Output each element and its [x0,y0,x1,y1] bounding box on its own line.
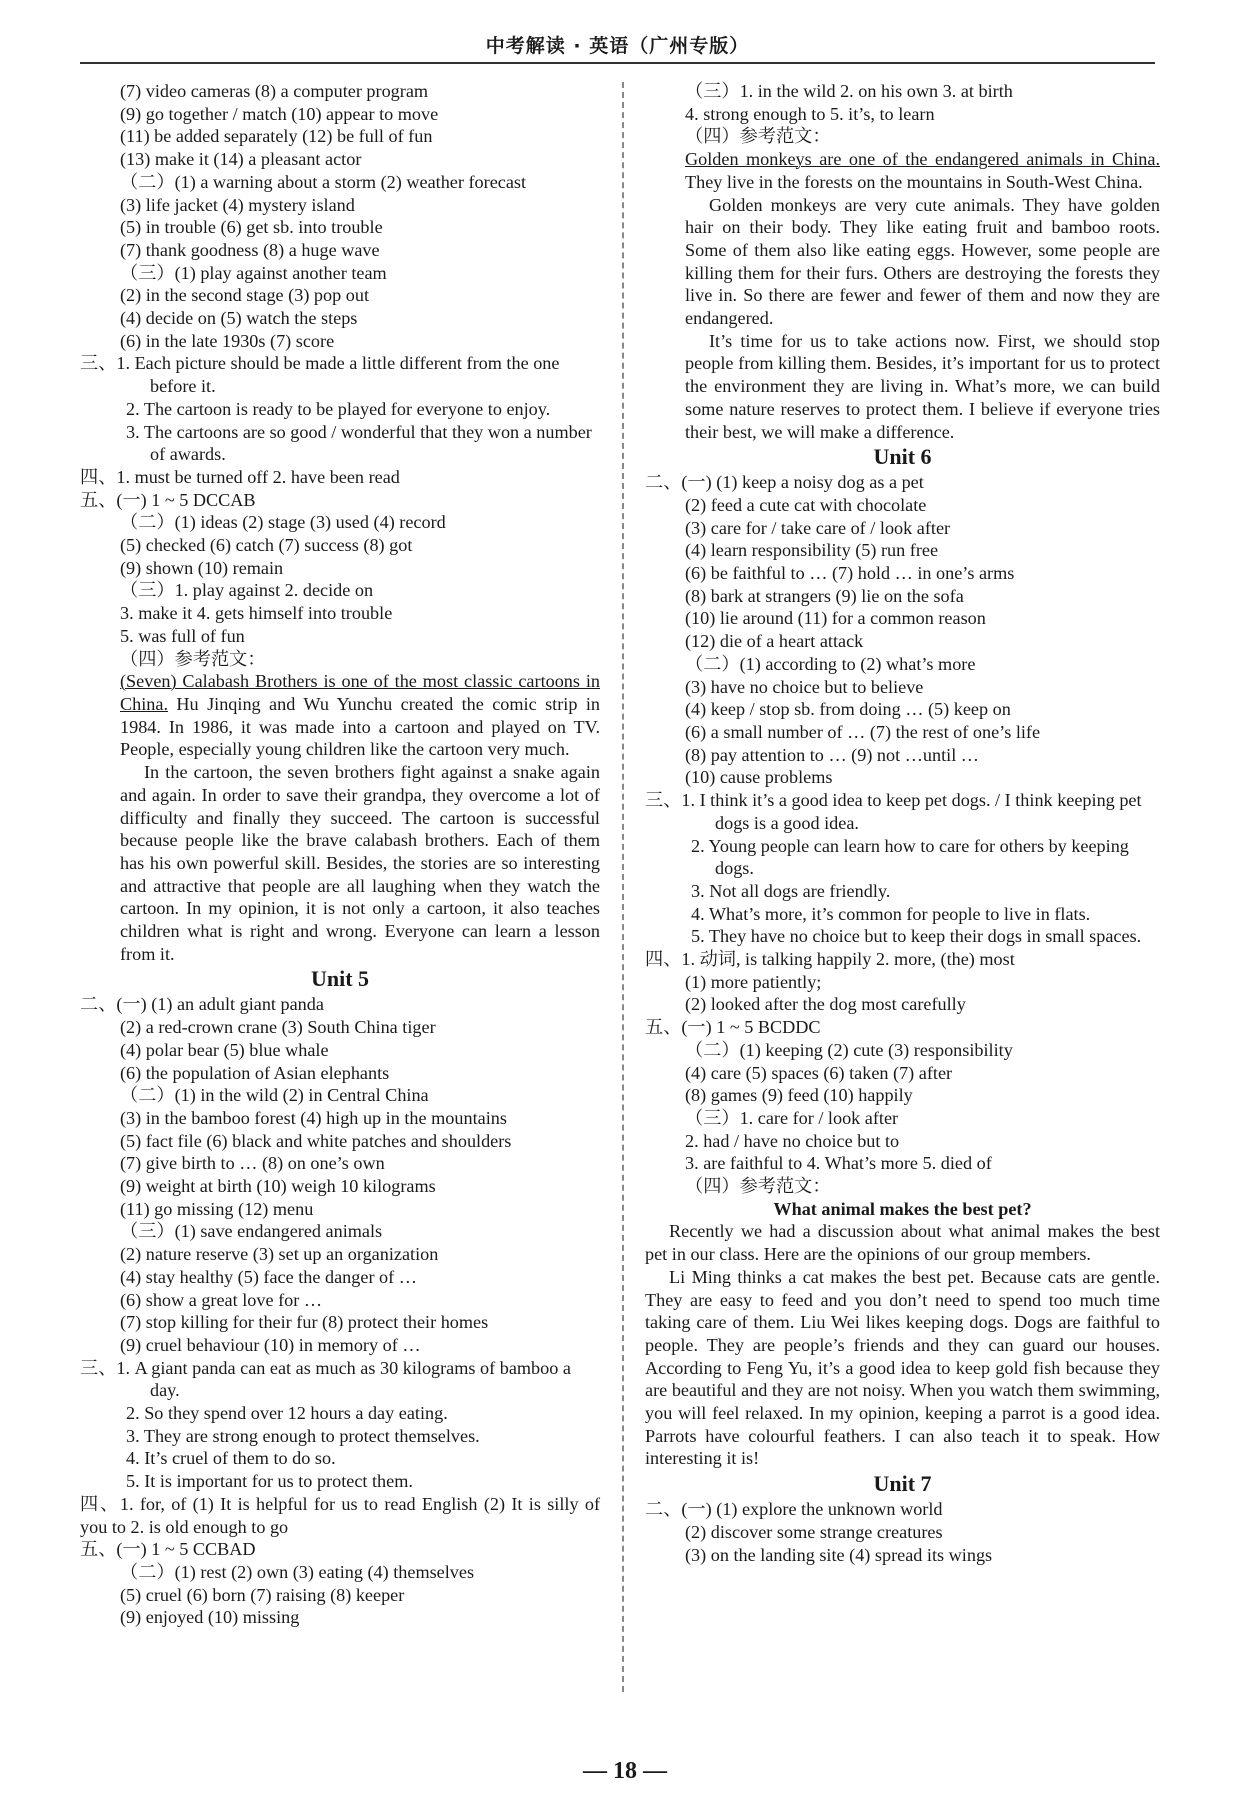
answer-line: (6) a small number of … (7) the rest of one’s life [685,721,1041,742]
answer-line: 五、(一) 1 ~ 5 DCCAB [80,489,256,510]
answer-line: （二）(1) ideas (2) stage (3) used (4) record [120,512,446,533]
answer-line: (4) care (5) spaces (6) taken (7) after [685,1062,953,1083]
answer-line: (5) cruel (6) born (7) raising (8) keeper [120,1584,405,1605]
answer-item: 4. It’s cruel of them to do so. [126,1448,336,1469]
answer-line: (3) have no choice but to believe [685,676,924,697]
answer-line: (5) checked (6) catch (7) success (8) got [120,535,413,556]
answer-line: 五、(一) 1 ~ 5 BCDDC [645,1017,821,1038]
answer-line: (9) shown (10) remain [120,557,284,578]
answer-line: (2) nature reserve (3) set up an organization [120,1244,439,1265]
answer-item: 4. What’s more, it’s common for people to live in flats. [691,903,1091,924]
answer-line: (3) on the landing site (4) spread its wings [685,1544,993,1565]
answer-line: (2) a red-crown crane (3) South China tiger [120,1017,436,1038]
answer-line: （四）参考范文： [685,126,831,147]
answer-line: （二）(1) keeping (2) cute (3) responsibility [685,1039,1013,1060]
page-header: 中考解读 · 英语（广州专版） [80,30,1155,64]
answer-line: (10) lie around (11) for a common reason [685,608,986,629]
answer-line: （三）1. play against 2. decide on [120,580,374,601]
essay-paragraph: (Seven) Calabash Brothers is one of the most classic cartoons in China. Hu Jinqing and Wu Yunchu created the comic strip in 1984. In 1986, it was made into a cartoon and played on TV. People, especially young children like the cartoon very much. [120,671,600,760]
answer-line: (9) enjoyed (10) missing [120,1607,300,1628]
answer-line: (7) give birth to … (8) on one’s own [120,1153,385,1174]
answer-line: (8) pay attention to … (9) not …until … [685,744,979,765]
right-column [645,80,1160,1566]
answer-line: (1) more patiently; [685,971,822,992]
answer-line: 四、1. 动词, is talking happily 2. more, (the) most [645,949,1015,970]
column-divider [622,82,624,1692]
answer-line: 3. make it 4. gets himself into trouble [120,603,393,624]
answer-line: 五、(一) 1 ~ 5 CCBAD [80,1539,256,1560]
unit-heading: Unit 7 [873,1471,932,1497]
answer-line: (9) go together / match (10) appear to move [120,103,439,124]
answer-line: (4) learn responsibility (5) run free [685,540,939,561]
answer-line: (7) video cameras (8) a computer program [120,81,429,101]
answer-line: （三）(1) play against another team [120,262,387,283]
answer-line: (4) stay healthy (5) face the danger of … [120,1266,417,1287]
answer-line: (3) in the bamboo forest (4) high up in the mountains [120,1107,507,1128]
answer-item: 5. It is important for us to protect them. [126,1471,413,1492]
answer-line: (8) games (9) feed (10) happily [685,1085,913,1106]
answer-line: （三）(1) save endangered animals [120,1221,383,1242]
answer-line: (6) be faithful to … (7) hold … in one’s arms [685,563,1015,584]
answer-item: 四、1. for, of (1) It is helpful for us to read English (2) It is silly of you to 2. is old enough to go [80,1493,600,1537]
answer-line: (4) decide on (5) watch the steps [120,308,358,329]
answer-line: 2. had / have no choice but to [685,1130,900,1151]
answer-line: 二、(一) (1) keep a noisy dog as a pet [645,472,924,493]
answer-line: (2) discover some strange creatures [685,1521,943,1542]
answer-item: 2. The cartoon is ready to be played for everyone to enjoy. [126,398,551,419]
answer-line: (4) keep / stop sb. from doing … (5) keep on [685,699,1011,720]
answer-item: 三、1. I think it’s a good idea to keep pet dogs. / I think keeping pet dogs is a good idea. [645,790,1142,833]
answer-line: (6) in the late 1930s (7) score [120,330,335,351]
answer-line: (9) cruel behaviour (10) in memory of … [120,1334,421,1355]
answer-item: 5. They have no choice but to keep their dogs in small spaces. [691,926,1142,947]
answer-line: (7) thank goodness (8) a huge wave [120,239,380,260]
answer-line: （二）(1) in the wild (2) in Central China [120,1085,429,1106]
essay-paragraph: Li Ming thinks a cat makes the best pet. Because cats are gentle. They are easy to feed and you don’t need to spend too much time taking care of them. Liu Wei likes keeping dogs. Dogs are faithful to people. They are people’s friends and they can guard our houses. According to Feng Yu, it’s a good idea to keep gold fish because they are beautiful and they are not noisy. When you watch them swimming, you will feel relaxed. In my opinion, keeping a parrot is a good idea. Parrots have colourful feathers. I can also teach it to speak. How interesting it is! [645,1266,1160,1469]
answer-line: (5) fact file (6) black and white patches and shoulders [120,1130,512,1151]
answer-line: (7) stop killing for their fur (8) protect their homes [120,1312,489,1333]
answer-line: (5) in trouble (6) get sb. into trouble [120,217,383,238]
answer-item: 三、1. A giant panda can eat as much as 30 kilograms of bamboo a day. [80,1357,571,1401]
answer-item: 2. So they spend over 12 hours a day eating. [126,1403,448,1424]
answer-item: 2. Young people can learn how to care for others by keeping dogs. [691,835,1129,879]
answer-line: (12) die of a heart attack [685,631,864,652]
answer-line: (10) cause problems [685,767,833,788]
answer-line: 3. are faithful to 4. What’s more 5. died of [685,1153,992,1174]
left-column [80,80,600,1629]
essay-topic-sentence: (Seven) Calabash Brothers is one of the most classic cartoons in China. [120,671,600,714]
answer-line: （三）1. care for / look after [685,1107,899,1128]
answer-line: (4) polar bear (5) blue whale [120,1039,329,1060]
answer-item: 三、1. Each picture should be made a little different from the one before it. [80,353,560,397]
essay-paragraph: Golden monkeys are one of the endangered animals in China. They live in the forests on the mountains in South-West China. [685,149,1160,192]
answer-line: （三）1. in the wild 2. on his own 3. at birth [685,81,1013,101]
unit-heading: Unit 5 [310,966,370,992]
answer-item: 3. The cartoons are so good / wonderful that they won a number of awards. [126,421,592,465]
answer-line: (2) in the second stage (3) pop out [120,285,370,306]
answer-line: 4. strong enough to 5. it’s, to learn [685,103,935,124]
answer-line: (2) feed a cute cat with chocolate [685,494,927,515]
answer-line: (3) care for / take care of / look after [685,517,951,538]
essay-paragraph: In the cartoon, the seven brothers fight against a snake again and again. In order to save their grandpa, they overcome a lot of difficulty and finally they succeed. The cartoon is successful because people like the brave calabash brothers. Each of them has his own powerful skill. Besides, the stories are so interesting and attractive that people are all laughing when they watch the cartoon. In my opinion, it is not only a cartoon, it also teaches children what is right and wrong. Everyone can learn a lesson from it. [120,762,600,964]
answer-line: （四）参考范文： [120,648,266,669]
answer-line: (11) go missing (12) menu [120,1198,314,1219]
essay-paragraph: It’s time for us to take actions now. First, we should stop people from killing them. Besides, it’s important for us to protect the environment they are living in. What’s more, we can build some nature reserves to protect them. I believe if everyone tries their best, we will make a difference. [685,330,1160,442]
answer-line: （二）(1) rest (2) own (3) eating (4) themselves [120,1562,475,1582]
essay-paragraph: Golden monkeys are very cute animals. They have golden hair on their body. They like eating fruit and bamboo roots. Some of them also like eating eggs. However, some people are killing them for their furs. Others are destroying the forests they live in. So there are fewer and fewer of them and now they are endangered. [685,194,1160,329]
essay-topic-sentence: Golden monkeys are one of the endangered animals in China. [685,149,1160,170]
answer-item: 3. Not all dogs are friendly. [691,880,891,901]
answer-line: (2) looked after the dog most carefully [685,994,966,1015]
answer-line: (13) make it (14) a pleasant actor [120,149,362,170]
answer-line: （二）(1) a warning about a storm (2) weather forecast [120,171,527,192]
answer-line: （四）参考范文： [685,1176,831,1197]
answer-line: (11) be added separately (12) be full of fun [120,126,433,147]
answer-line: （二）(1) according to (2) what’s more [685,653,976,674]
answer-line: (6) the population of Asian elephants [120,1062,390,1083]
page-number: — 18 — [583,1758,667,1784]
answer-line: (6) show a great love for … [120,1289,323,1310]
essay-title: What animal makes the best pet? [773,1198,1032,1219]
answer-line: 二、(一) (1) an adult giant panda [80,994,324,1015]
answer-line: 四、1. must be turned off 2. have been read [80,466,400,487]
answer-item: 3. They are strong enough to protect themselves. [126,1425,480,1446]
answer-line: 5. was full of fun [120,625,245,646]
essay-paragraph: Recently we had a discussion about what animal makes the best pet in our class. Here are the opinions of our group members. [645,1221,1160,1265]
answer-line: (3) life jacket (4) mystery island [120,194,355,215]
answer-line: 二、(一) (1) explore the unknown world [645,1499,943,1520]
answer-line: (9) weight at birth (10) weigh 10 kilograms [120,1176,436,1197]
unit-heading: Unit 6 [873,444,932,470]
answer-line: (8) bark at strangers (9) lie on the sofa [685,585,964,606]
